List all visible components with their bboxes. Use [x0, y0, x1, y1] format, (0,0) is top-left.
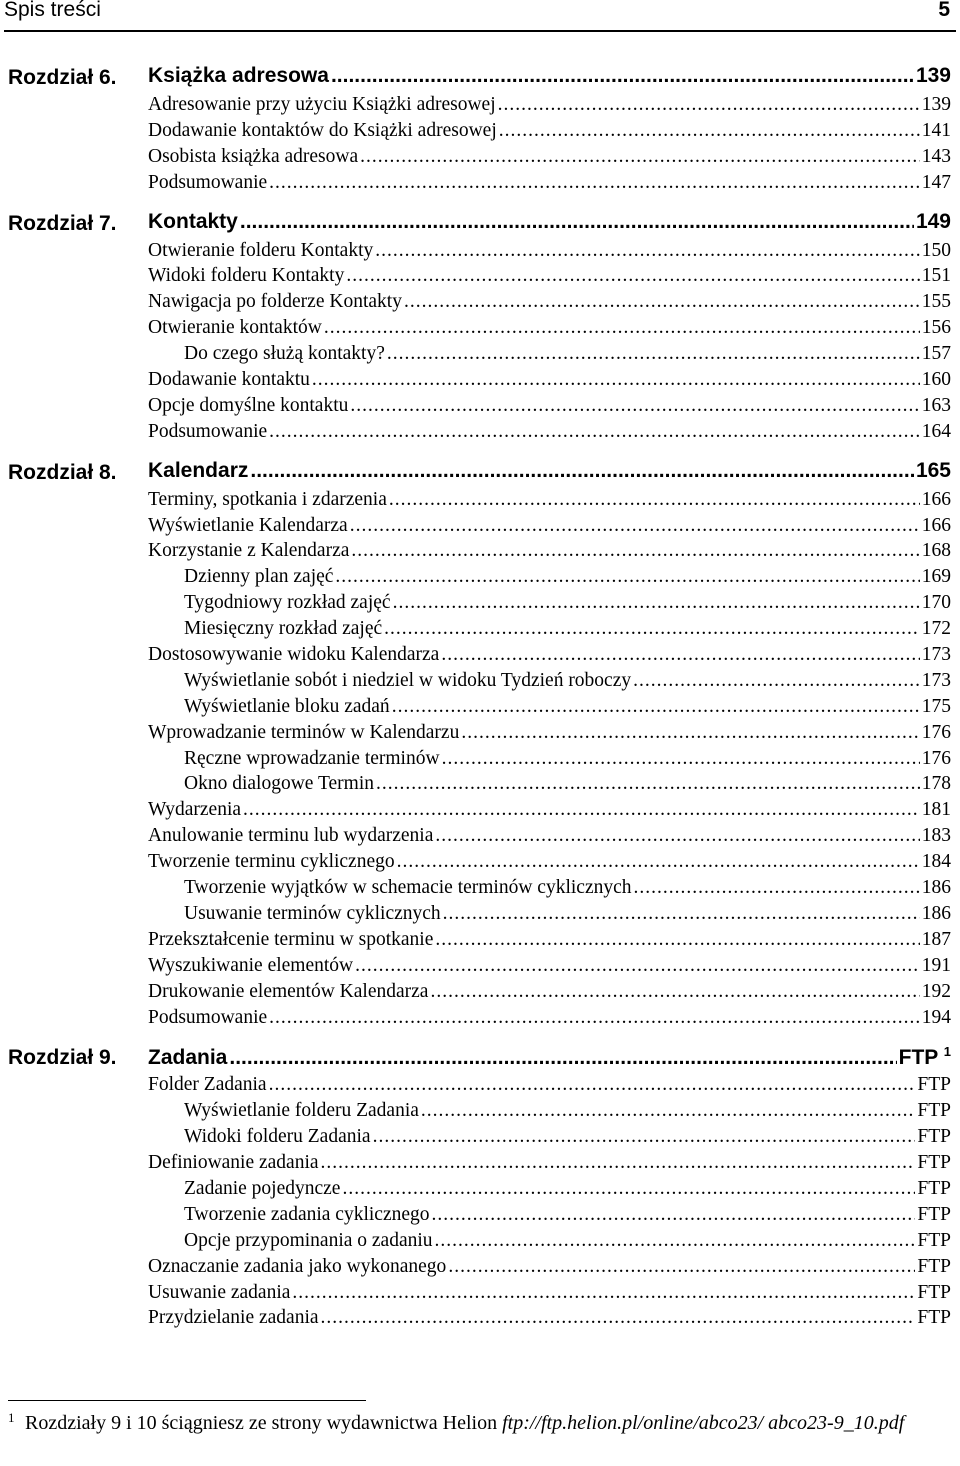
entry-page: 155	[921, 291, 951, 313]
dot-leader	[269, 1074, 916, 1096]
toc-entry[interactable]	[148, 644, 951, 670]
entry-page: FTP	[917, 1255, 951, 1277]
entry-title: Otwieranie kontaktów	[148, 317, 322, 339]
entry-page: 186	[921, 902, 951, 924]
dot-leader	[350, 395, 919, 417]
footnote-mark: 1	[8, 1410, 15, 1425]
entry-page: 139	[921, 94, 951, 115]
dot-leader	[404, 291, 920, 313]
entry-title: Tworzenie terminu cyklicznego	[148, 851, 395, 873]
toc-entry[interactable]	[148, 172, 951, 198]
dot-leader	[360, 146, 920, 168]
toc-subentry[interactable]	[184, 592, 951, 618]
entry-page: 176	[921, 721, 951, 743]
chapter-title: Zadania	[148, 1046, 228, 1070]
toc-entry[interactable]	[148, 369, 951, 395]
entry-page: 164	[921, 420, 951, 442]
entry-page: 141	[921, 119, 951, 141]
chapter-page	[916, 459, 951, 483]
dot-leader	[498, 94, 920, 116]
chapter-title-row[interactable]	[148, 64, 951, 94]
entry-title: Miesięczny rozkład zajęć	[184, 618, 383, 640]
entry-title: Oznaczanie zadania jako wykonanego	[148, 1255, 447, 1277]
toc-entry[interactable]	[148, 94, 951, 120]
entry-page: FTP	[917, 1177, 951, 1199]
entry-page: 191	[921, 954, 951, 976]
entry-title: Zadanie pojedyncze	[184, 1177, 341, 1199]
chapter-title-row[interactable]	[148, 210, 951, 240]
entry-title: Opcje domyślne kontaktu	[148, 394, 349, 416]
entry-page: 160	[921, 369, 951, 391]
entry-page: 173	[921, 644, 951, 666]
dot-leader	[350, 515, 920, 537]
toc-entry[interactable]	[148, 851, 951, 877]
entry-page: FTP	[917, 1229, 951, 1251]
toc-subentry[interactable]	[184, 1100, 951, 1126]
toc-entry[interactable]	[148, 1007, 951, 1033]
dot-leader	[375, 240, 919, 262]
entry-title: Widoki folderu Zadania	[184, 1126, 371, 1148]
toc-entry[interactable]	[148, 240, 951, 266]
entry-title: Terminy, spotkania i zdarzenia	[148, 488, 387, 510]
chapter-title: Książka adresowa	[148, 64, 329, 87]
entry-page: 175	[921, 695, 951, 717]
toc-subentry[interactable]	[184, 1204, 951, 1230]
entry-title: Otwieranie folderu Kontakty	[148, 239, 374, 261]
chapter-section	[0, 1044, 960, 1333]
entry-title: Wyświetlanie sobót i niedziel w widoku Tydzień roboczy	[184, 669, 632, 691]
entry-title: Wyświetlanie folderu Zadania	[184, 1100, 419, 1122]
dot-leader	[442, 748, 920, 770]
chapter-page-number: 149	[915, 209, 951, 233]
toc-subentry[interactable]	[184, 877, 951, 903]
page-header	[0, 0, 960, 30]
entry-title: Podsumowanie	[148, 420, 268, 442]
toc-entry[interactable]	[148, 265, 951, 291]
entry-title: Dodawanie kontaktu	[148, 369, 310, 391]
dot-leader	[384, 618, 920, 640]
entry-title: Adresowanie przy użyciu Książki adresowej	[148, 94, 496, 115]
entry-title: Wyświetlanie bloku zadań	[184, 695, 390, 717]
toc-subentry[interactable]	[184, 1230, 951, 1256]
entry-title: Tworzenie wyjątków w schemacie terminów cyklicznych	[184, 877, 632, 899]
entry-title: Dzienny plan zajęć	[184, 566, 334, 588]
dot-leader	[397, 851, 920, 873]
toc-entry[interactable]	[148, 515, 951, 541]
dot-leader	[321, 1152, 916, 1174]
chapter-label: Rozdział 7.	[8, 211, 117, 235]
chapter-label: Rozdział 8.	[8, 460, 117, 484]
entry-page: 181	[921, 799, 951, 821]
entry-page: FTP	[917, 1126, 951, 1148]
dot-leader	[229, 1046, 896, 1070]
dot-leader	[312, 369, 920, 391]
dot-leader	[430, 981, 919, 1003]
chapter-page	[899, 1044, 951, 1070]
toc-subentry[interactable]	[184, 670, 951, 696]
entry-title: Podsumowanie	[148, 171, 268, 193]
entry-page: 166	[921, 488, 951, 510]
entry-page: 169	[921, 566, 951, 588]
entry-page: 156	[921, 317, 951, 339]
entry-title: Usuwanie zadania	[148, 1281, 291, 1303]
entry-title: Podsumowanie	[148, 1006, 268, 1028]
dot-leader	[292, 1282, 915, 1304]
toc-subentry[interactable]	[184, 773, 951, 799]
dot-leader	[435, 929, 919, 951]
entry-page: 143	[921, 145, 951, 167]
entry-page: 192	[921, 980, 951, 1002]
entry-page: 187	[921, 928, 951, 950]
dot-leader	[392, 696, 920, 718]
dot-leader	[633, 670, 920, 692]
toc-entry[interactable]	[148, 489, 951, 515]
entry-title: Drukowanie elementów Kalendarza	[148, 980, 429, 1002]
toc-entry[interactable]	[148, 799, 951, 825]
entry-title: Anulowanie terminu lub wydarzenia	[148, 825, 434, 847]
entry-page: FTP	[917, 1307, 951, 1329]
entry-title: Do czego służą kontakty?	[184, 343, 385, 365]
toc-entry[interactable]	[148, 395, 951, 421]
dot-leader	[269, 421, 920, 443]
toc-entry[interactable]	[148, 421, 951, 447]
entry-page: 184	[921, 851, 951, 873]
entry-page: 163	[921, 394, 951, 416]
dot-leader	[387, 343, 920, 365]
toc-subentry[interactable]	[184, 903, 951, 929]
dot-leader	[342, 1178, 915, 1200]
chapter-section	[0, 459, 960, 1033]
toc-entry[interactable]	[148, 1152, 951, 1178]
entry-page: FTP	[917, 1074, 951, 1096]
dot-leader	[250, 459, 914, 483]
entry-title: Korzystanie z Kalendarza	[148, 540, 350, 562]
entry-title: Tworzenie zadania cyklicznego	[184, 1203, 430, 1225]
toc-entry[interactable]	[148, 1282, 951, 1308]
chapter-title: Kalendarz	[148, 458, 249, 482]
toc-subentry[interactable]	[184, 1126, 951, 1152]
chapter-title-row[interactable]	[148, 1044, 951, 1074]
dot-leader	[435, 825, 919, 847]
entry-page: 172	[921, 618, 951, 640]
dot-leader	[331, 64, 914, 88]
dot-leader	[435, 1230, 916, 1252]
dot-leader	[421, 1100, 915, 1122]
entry-page: 194	[921, 1006, 951, 1028]
entry-title: Opcje przypominania o zadaniu	[184, 1229, 433, 1251]
entry-page: FTP	[917, 1281, 951, 1303]
toc-entry[interactable]	[148, 981, 951, 1007]
dot-leader	[269, 172, 920, 194]
entry-title: Okno dialogowe Termin	[184, 773, 374, 795]
entry-page: 147	[921, 171, 951, 193]
entry-page: 178	[921, 773, 951, 795]
entry-title: Definiowanie zadania	[148, 1152, 319, 1174]
dot-leader	[351, 540, 919, 562]
footnote-text	[25, 1410, 905, 1437]
chapter-page	[916, 64, 951, 88]
page-header-title: Spis treści	[4, 0, 101, 21]
dot-leader	[240, 210, 914, 234]
dot-leader	[324, 317, 920, 339]
entry-page: 168	[921, 540, 951, 562]
dot-leader	[393, 592, 920, 614]
chapter-section	[0, 210, 960, 447]
toc-entry[interactable]	[148, 291, 951, 317]
toc-entry[interactable]	[148, 825, 951, 851]
entry-page: 151	[921, 265, 951, 287]
toc-subentry[interactable]	[184, 566, 951, 592]
chapter-label: Rozdział 9.	[8, 1046, 117, 1070]
entry-title: Wyszukiwanie elementów	[148, 954, 354, 976]
entry-title: Ręczne wprowadzanie terminów	[184, 747, 440, 769]
footnote-body: Rozdziały 9 i 10 ściągniesz ze strony wydawnictwa Helion	[25, 1412, 503, 1434]
dot-leader	[461, 722, 919, 744]
entry-page: 150	[921, 239, 951, 261]
toc-entry[interactable]	[148, 1256, 951, 1282]
dot-leader	[389, 489, 920, 511]
entry-page: FTP	[917, 1203, 951, 1225]
chapter-page-number: 139	[915, 64, 951, 87]
dot-leader	[321, 1307, 916, 1329]
toc-entry[interactable]	[148, 722, 951, 748]
entry-page: FTP	[917, 1100, 951, 1122]
entry-title: Dodawanie kontaktów do Książki adresowej	[148, 119, 497, 141]
entry-title: Folder Zadania	[148, 1074, 267, 1096]
chapter-label: Rozdział 6.	[8, 66, 117, 89]
table-of-contents	[0, 64, 960, 1345]
entry-page: 170	[921, 592, 951, 614]
dot-leader	[376, 773, 920, 795]
dot-leader	[448, 1256, 915, 1278]
entry-title: Przekształcenie terminu w spotkanie	[148, 928, 434, 950]
entry-page: 186	[921, 877, 951, 899]
dot-leader	[443, 903, 920, 925]
entry-title: Osobista książka adresowa	[148, 145, 359, 167]
entry-page: FTP	[917, 1152, 951, 1174]
dot-leader	[355, 955, 920, 977]
entry-title: Usuwanie terminów cyklicznych	[184, 902, 441, 924]
toc-entry[interactable]	[148, 955, 951, 981]
entry-title: Wydarzenia	[148, 799, 242, 821]
toc-entry[interactable]	[148, 929, 951, 955]
footnote-url[interactable]: ftp://ftp.helion.pl/online/abco23/ abco23-9_10.pdf	[502, 1412, 905, 1434]
dot-leader	[499, 120, 920, 142]
toc-subentry[interactable]	[184, 618, 951, 644]
chapter-title: Kontakty	[148, 209, 238, 233]
entry-title: Przydzielanie zadania	[148, 1307, 319, 1329]
entry-title: Widoki folderu Kontakty	[148, 265, 345, 287]
page-number: 5	[938, 0, 950, 21]
chapter-page-number: 165	[915, 458, 951, 482]
toc-entry[interactable]	[148, 540, 951, 566]
dot-leader	[346, 265, 919, 287]
entry-title: Dostosowywanie widoku Kalendarza	[148, 644, 440, 666]
toc-entry[interactable]	[148, 120, 951, 146]
entry-title: Nawigacja po folderze Kontakty	[148, 291, 402, 313]
dot-leader	[441, 644, 919, 666]
entry-page: 173	[921, 669, 951, 691]
dot-leader	[373, 1126, 916, 1148]
chapter-page-number: FTP	[898, 1046, 938, 1070]
entry-title: Wprowadzanie terminów w Kalendarzu	[148, 721, 460, 743]
chapter-section	[0, 64, 960, 198]
dot-leader	[269, 1007, 920, 1029]
toc-subentry[interactable]	[184, 696, 951, 722]
entry-title: Tygodniowy rozkład zajęć	[184, 592, 391, 614]
footnote-rule	[8, 1400, 366, 1401]
toc-subentry[interactable]	[184, 1178, 951, 1204]
toc-subentry[interactable]	[184, 343, 951, 369]
toc-subentry[interactable]	[184, 748, 951, 774]
dot-leader	[432, 1204, 916, 1226]
toc-entry[interactable]	[148, 1307, 951, 1333]
dot-leader	[634, 877, 920, 899]
header-rule	[4, 30, 956, 32]
chapter-title-row[interactable]	[148, 459, 951, 489]
entry-page: 176	[921, 747, 951, 769]
dot-leader	[243, 799, 920, 821]
toc-entry[interactable]	[148, 146, 951, 172]
entry-page: 157	[921, 343, 951, 365]
footnote-reference: 1	[943, 1044, 951, 1060]
dot-leader	[335, 566, 919, 588]
chapter-page	[916, 210, 951, 234]
entry-page: 183	[921, 825, 951, 847]
toc-entry[interactable]	[148, 317, 951, 343]
entry-title: Wyświetlanie Kalendarza	[148, 514, 348, 536]
toc-entry[interactable]	[148, 1074, 951, 1100]
entry-page: 166	[921, 514, 951, 536]
